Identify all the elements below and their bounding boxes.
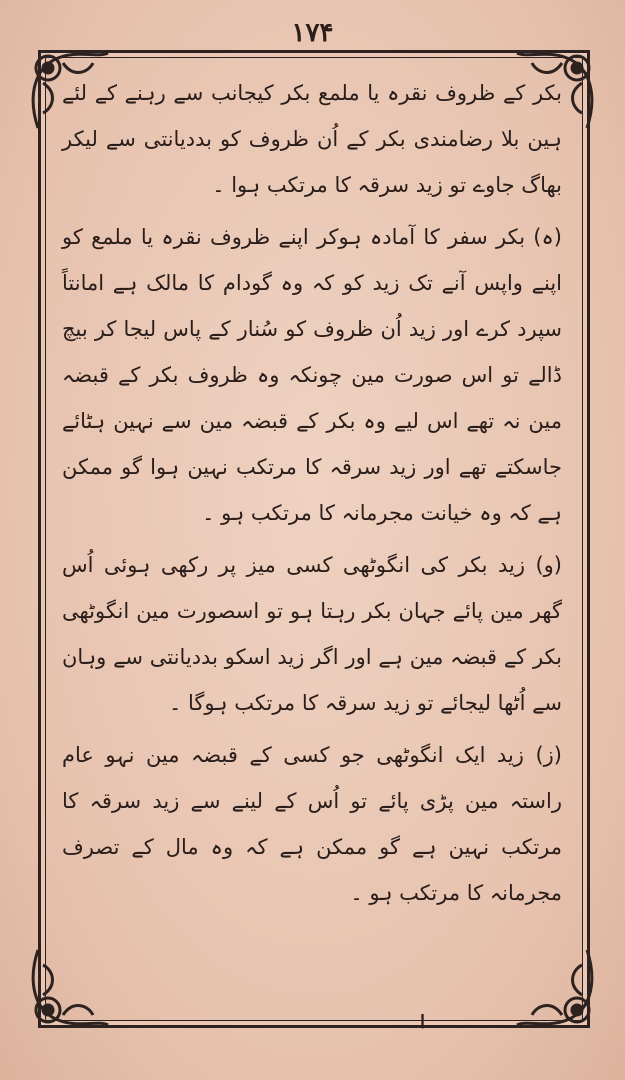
paragraph-text: زید بکر کی انگوٹھی کسی میز پر رکھی ہوئی اُس گھر مین پائے جہان بکر رہتا ہو تو اسصورت مین انگوٹھی بکر کے قبضہ مین ہے اور اگر زید اسکو بددیانتی سے وہان سے اُٹھا لیجائے تو زید سرقہ کا مرتکب ہوگا ۔ [62,553,562,715]
paragraph-text: زید ایک انگوٹھی جو کسی کے قبضہ مین نہو عام راستہ مین پڑی پائے تو اُس کے لینے سے زید سرقہ کا مرتکب نہین ہے گو ممکن ہے کہ وہ مال کے تصرف مجرمانہ کا مرتکب ہو ۔ [62,743,562,905]
paragraph-text: بکر سفر کا آمادہ ہوکر اپنے ظروف نقرہ یا ملمع کو اپنے واپس آنے تک زید کو کہ وہ گودام کا مالک ہے امانتاً سپرد کرے اور زید اُن ظروف کو سُنار کے پاس لیجا کر بیچ ڈالے تو اس صورت مین چونکہ وہ ظروف بکر کے قبضہ مین نہ تھے اس لیے وہ بکر کے قبضہ مین سے نہین ہٹائے جاسکتے تھے اور زید سرقہ کا مرتکب نہین ہوا گو ممکن ہے کہ وہ خیانت مجرمانہ کا مرتکب ہو ۔ [62,225,562,525]
paragraph [62,70,562,208]
paragraph-label: (ز) [535,743,562,767]
page-number: ۱۷۴ [291,18,334,48]
paragraph [62,732,562,916]
paragraph-text: بکر کے ظروف نقرہ یا ملمع بکر کیجانب سے رہنے کے لئے ہین بلا رضامندی بکر کے اُن ظروف کو بددیانتی سے لیکر بھاگ جاوے تو زید سرقہ کا مرتکب ہوا ۔ [62,81,562,197]
paragraph [62,542,562,726]
paragraph-label: (ہ) [533,225,562,249]
footer-mark: ا [420,1012,426,1033]
paragraph [62,214,562,536]
urdu-text-body [62,70,562,970]
paragraph-label: (و) [535,553,562,577]
